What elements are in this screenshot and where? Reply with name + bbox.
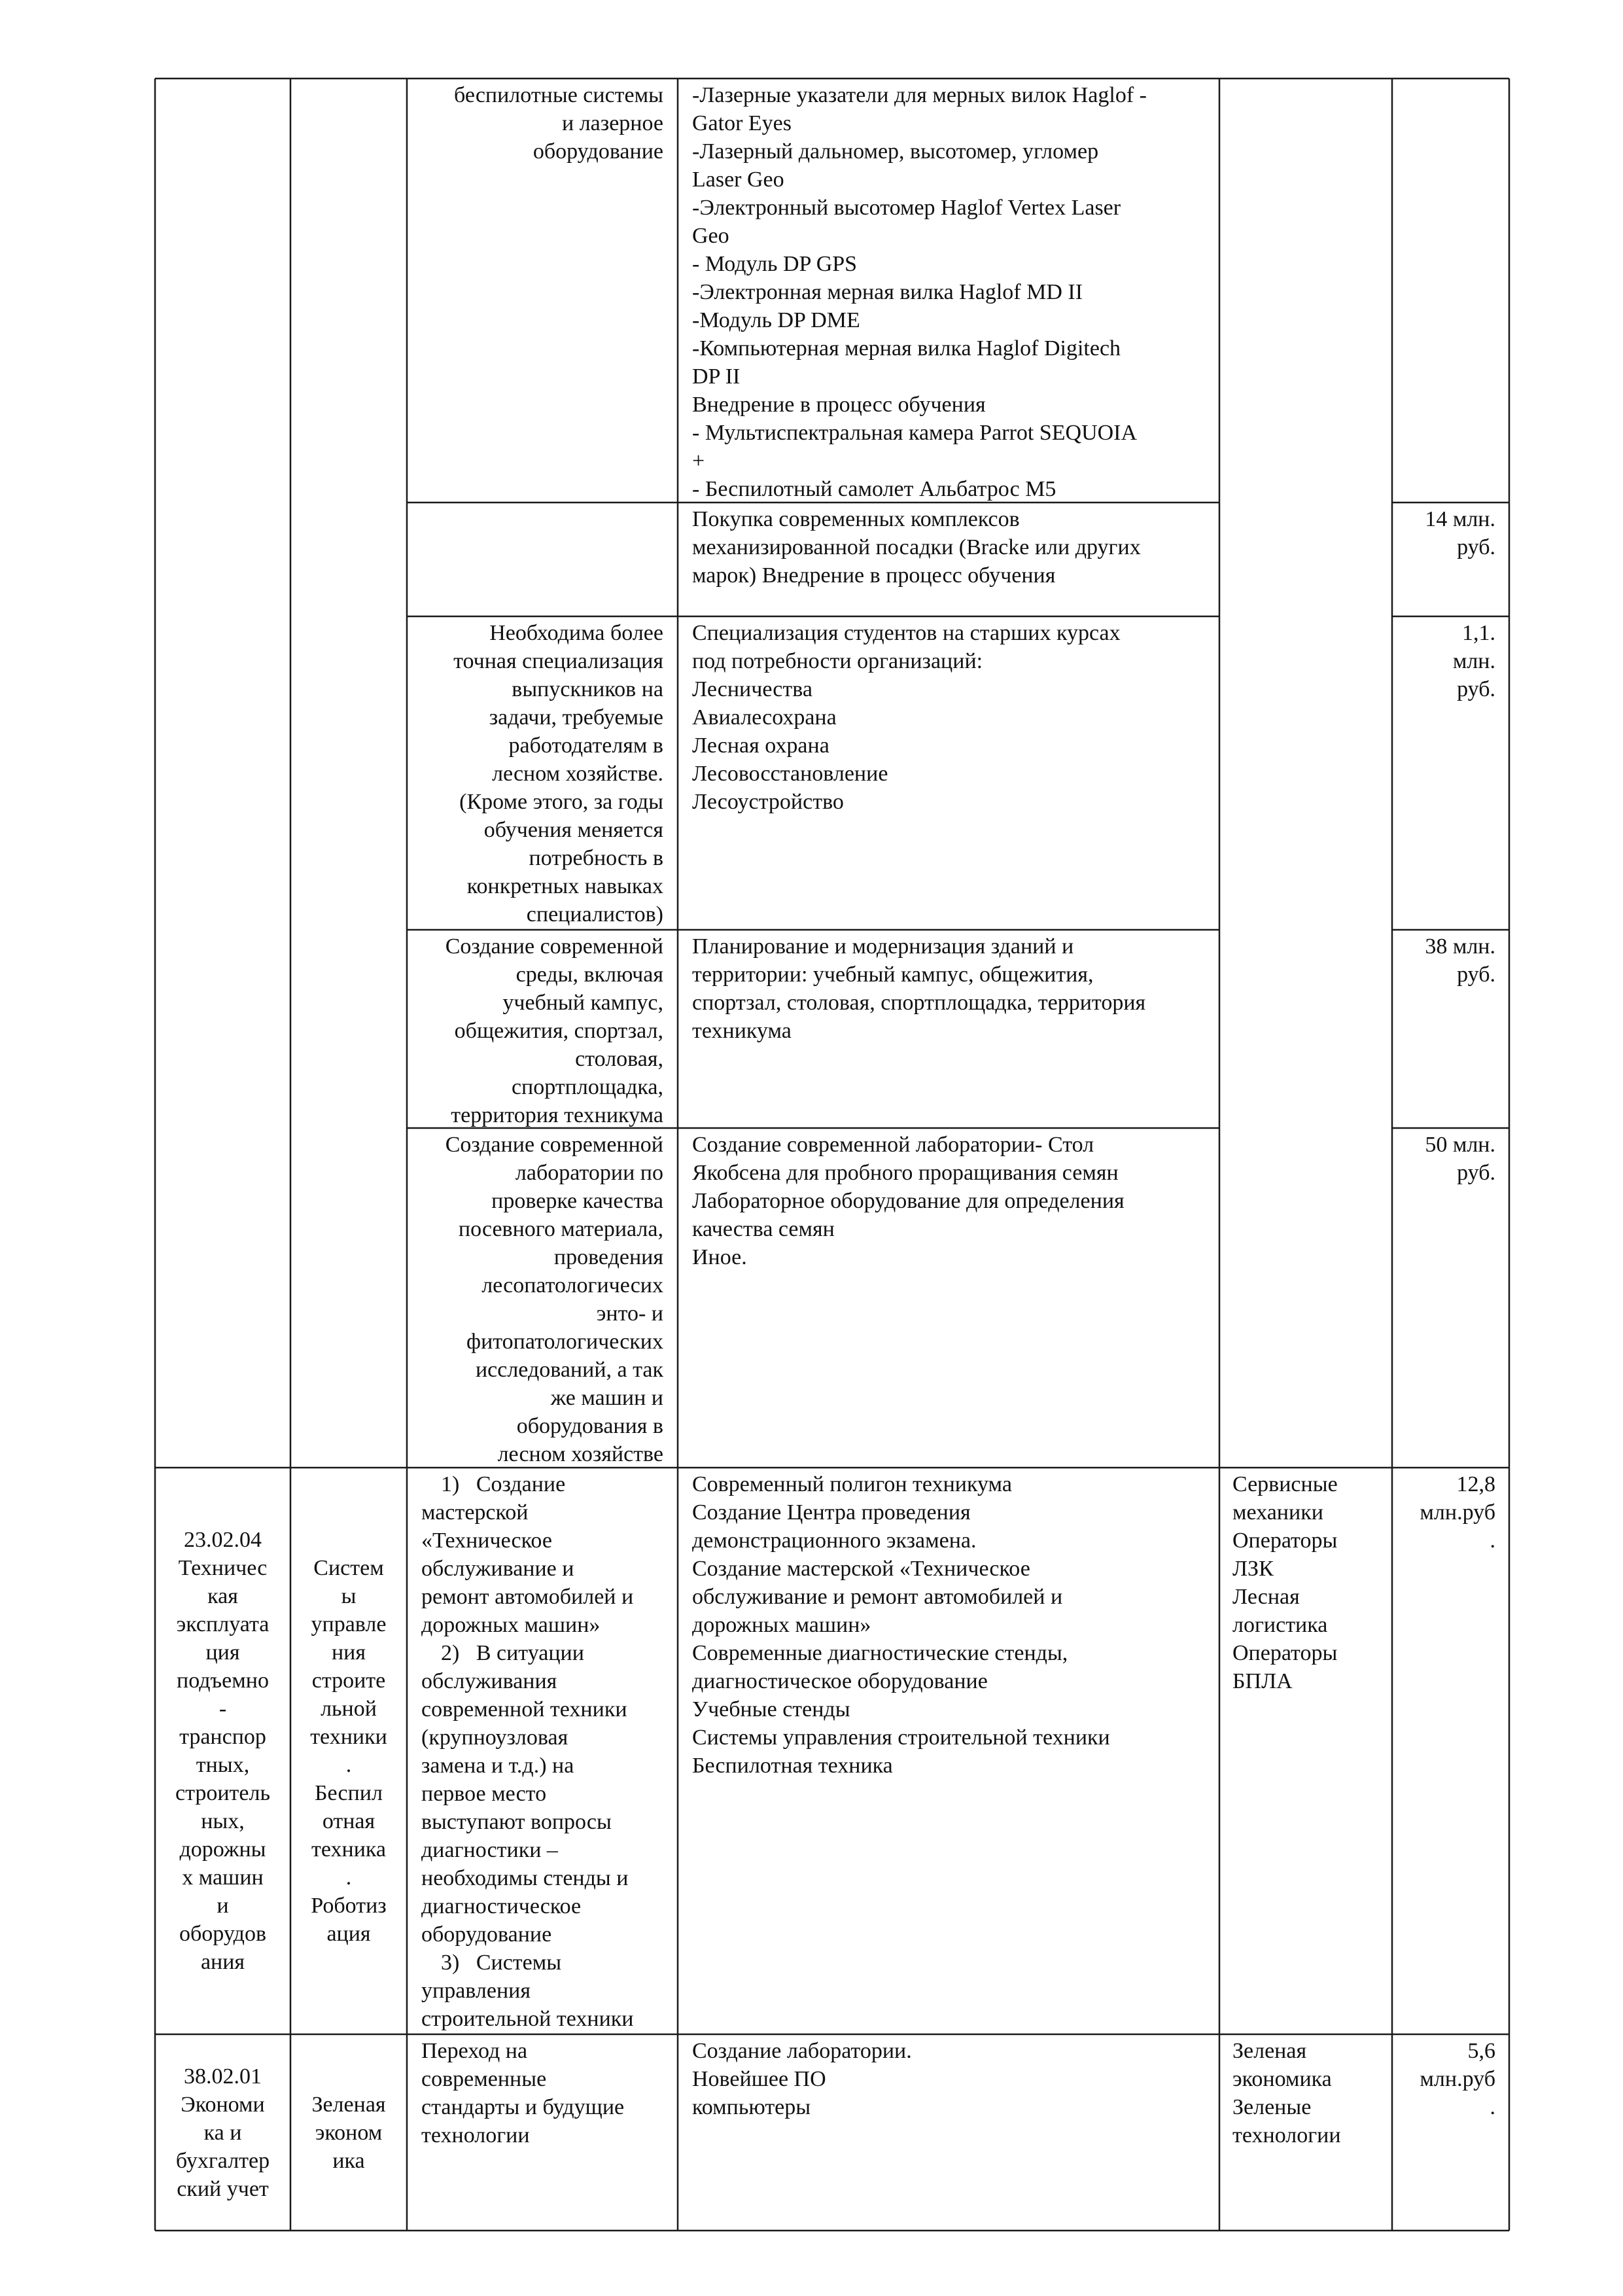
direction-line: управле bbox=[311, 1612, 387, 1636]
need-line: обслуживания bbox=[421, 1669, 557, 1693]
solution-line: Внедрение в процесс обучения bbox=[692, 393, 986, 417]
need-line: Создание современной bbox=[445, 934, 663, 959]
specialty-line: ания bbox=[200, 1950, 245, 1974]
solution-line: Geo bbox=[692, 224, 729, 248]
need-line: и лазерное bbox=[562, 111, 663, 135]
need-line: специалистов) bbox=[526, 902, 663, 927]
solution-line: -Модуль DP DME bbox=[692, 308, 860, 332]
specialty-line: транспор bbox=[179, 1725, 266, 1749]
cost-cell-planting bbox=[1395, 503, 1495, 616]
competency-line: Зеленые bbox=[1232, 2095, 1312, 2119]
need-line: (Кроме этого, за годы bbox=[459, 790, 663, 814]
need-line: проверке качества bbox=[491, 1189, 663, 1213]
need-line: выпускников на bbox=[512, 677, 663, 701]
solution-line: Современные диагностические стенды, bbox=[692, 1641, 1068, 1665]
cost-cell-specialization bbox=[1395, 616, 1495, 930]
cost-line: 14 млн. bbox=[1425, 507, 1495, 531]
solution-line: марок) Внедрение в процесс обучения bbox=[692, 563, 1056, 588]
solution-line: - Мультиспектральная камера Parrot SEQUOIA bbox=[692, 421, 1138, 445]
need-line: В ситуации bbox=[476, 1641, 584, 1665]
need-line: столовая, bbox=[575, 1047, 663, 1071]
solution-line: качества семян bbox=[692, 1217, 835, 1241]
need-line: необходимы стенды и bbox=[421, 1866, 629, 1890]
need-line: обслуживание и bbox=[421, 1557, 574, 1581]
specialty-line: дорожны bbox=[179, 1837, 266, 1862]
solution-line: Создание Центра проведения bbox=[692, 1500, 971, 1525]
competency-line: технологии bbox=[1232, 2123, 1341, 2147]
need-line: Переход на bbox=[421, 2039, 528, 2063]
solution-line: техникума bbox=[692, 1019, 792, 1043]
specialty-line: строитель bbox=[175, 1781, 270, 1805]
solution-line: Якобсена для пробного проращивания семян bbox=[692, 1161, 1119, 1185]
need-line: управления bbox=[421, 1979, 531, 2003]
need-item-3 bbox=[421, 1949, 676, 1977]
direction-line: эконом bbox=[315, 2120, 383, 2145]
direction-line: Зеленая bbox=[311, 2092, 386, 2117]
specialty-line: ных, bbox=[201, 1809, 245, 1833]
need-line: мастерской bbox=[421, 1500, 529, 1525]
need-line: выступают вопросы bbox=[421, 1810, 612, 1834]
solution-line: Gator Eyes bbox=[692, 111, 792, 135]
direction-line: ика bbox=[332, 2148, 365, 2173]
specialty-line: Экономи bbox=[181, 2092, 265, 2117]
specialty-cell-technical bbox=[156, 1469, 289, 2033]
solution-line: Лесная охрана bbox=[692, 733, 829, 758]
need-line: лесном хозяйстве bbox=[497, 1442, 663, 1466]
solution-line: Лесовосстановление bbox=[692, 762, 888, 786]
specialty-line: х машин bbox=[182, 1865, 264, 1890]
solution-line: обслуживание и ремонт автомобилей и bbox=[692, 1585, 1063, 1609]
cost-line: млн.руб bbox=[1420, 1500, 1495, 1525]
solution-line: Специализация студентов на старших курсах bbox=[692, 621, 1121, 645]
need-line: задачи, требуемые bbox=[489, 705, 663, 730]
solution-cell-drones bbox=[692, 79, 1215, 503]
cost-line: . bbox=[1490, 2095, 1495, 2119]
competency-line: Лесная bbox=[1232, 1585, 1300, 1609]
direction-line: . bbox=[345, 1753, 352, 1777]
need-line: Системы bbox=[476, 1951, 562, 1975]
competencies-cell-economics bbox=[1232, 2034, 1389, 2231]
need-item-2 bbox=[421, 1639, 676, 1667]
need-line: среды, включая bbox=[515, 963, 663, 987]
competency-line: механики bbox=[1232, 1500, 1323, 1525]
need-cell-economics bbox=[421, 2034, 676, 2231]
cost-line: 38 млн. bbox=[1425, 934, 1495, 959]
solution-line: Laser Geo bbox=[692, 168, 784, 192]
need-cell-drones bbox=[410, 79, 663, 497]
direction-line: ния bbox=[331, 1640, 366, 1665]
need-line: потребность в bbox=[529, 846, 663, 870]
solution-line: Планирование и модернизация зданий и bbox=[692, 934, 1074, 959]
competency-line: БПЛА bbox=[1232, 1669, 1293, 1693]
solution-line: Лабораторное оборудование для определения bbox=[692, 1189, 1125, 1213]
specialty-line: кая bbox=[207, 1584, 238, 1608]
direction-line: льной bbox=[321, 1697, 377, 1721]
specialty-line: эксплуата bbox=[176, 1612, 270, 1636]
specialty-line: оборудов bbox=[179, 1922, 267, 1946]
specialty-line: - bbox=[218, 1697, 227, 1721]
solution-line: DP II bbox=[692, 364, 741, 389]
need-line: первое место bbox=[421, 1782, 547, 1806]
solution-cell-environment bbox=[692, 930, 1215, 1128]
need-line: (крупноузловая bbox=[421, 1725, 568, 1750]
cost-line: 50 млн. bbox=[1425, 1133, 1495, 1157]
direction-line: техника bbox=[311, 1837, 386, 1862]
competencies-cell-technical bbox=[1232, 1468, 1389, 2034]
direction-cell-technical bbox=[292, 1469, 406, 2033]
solution-line: диагностическое оборудование bbox=[692, 1669, 988, 1693]
cost-line: руб. bbox=[1457, 677, 1495, 701]
solution-line: - Беспилотный самолет Альбатрос М5 bbox=[692, 477, 1056, 501]
specialty-line: и bbox=[217, 1894, 229, 1918]
need-line: Необходима более bbox=[489, 621, 663, 645]
specialty-line: Техничес bbox=[178, 1556, 268, 1580]
solution-line: территории: учебный кампус, общежития, bbox=[692, 963, 1094, 987]
solution-cell-specialization bbox=[692, 616, 1215, 930]
solution-line: Лесоустройство bbox=[692, 790, 844, 814]
cost-line: 1,1. bbox=[1462, 621, 1495, 645]
need-line: Создание bbox=[476, 1472, 566, 1496]
need-line: оборудование bbox=[421, 1922, 552, 1947]
direction-line: техники bbox=[310, 1725, 387, 1749]
cost-line: млн. bbox=[1452, 649, 1495, 673]
competency-line: ЛЗК bbox=[1232, 1557, 1274, 1581]
need-line: учебный кампус, bbox=[502, 991, 663, 1015]
need-line: же машин и bbox=[550, 1386, 663, 1410]
direction-line: Систем bbox=[313, 1556, 384, 1580]
need-line: лаборатории по bbox=[515, 1161, 663, 1185]
cost-line: 12,8 bbox=[1456, 1472, 1495, 1496]
need-line: обучения меняется bbox=[483, 818, 663, 842]
need-line: территория техникума bbox=[451, 1103, 663, 1127]
cost-cell-environment bbox=[1395, 930, 1495, 1128]
solution-line: -Электронная мерная вилка Haglof MD II bbox=[692, 280, 1083, 304]
need-item-number: 2) bbox=[441, 1641, 460, 1665]
need-line: посевного материала, bbox=[458, 1217, 663, 1241]
solution-line: -Электронный высотомер Haglof Vertex Laser bbox=[692, 196, 1121, 220]
solution-line: механизированной посадки (Bracke или других bbox=[692, 535, 1141, 559]
solution-line: + bbox=[692, 449, 705, 473]
need-item-number: 3) bbox=[441, 1951, 460, 1975]
need-line: стандарты и будущие bbox=[421, 2095, 625, 2119]
specialty-line: бухгалтер bbox=[175, 2148, 270, 2173]
need-cell-technical bbox=[421, 1468, 676, 2034]
need-line: работодателям в bbox=[508, 733, 663, 758]
need-cell-environment bbox=[410, 930, 663, 1128]
need-line: технологии bbox=[421, 2123, 530, 2147]
cost-line: . bbox=[1490, 1528, 1495, 1553]
need-line: точная специализация bbox=[453, 649, 663, 673]
need-line: современные bbox=[421, 2067, 547, 2091]
need-line: беспилотные системы bbox=[454, 83, 663, 107]
need-line: замена и т.д.) на bbox=[421, 1754, 574, 1778]
need-line: Создание современной bbox=[445, 1133, 663, 1157]
need-line: исследований, а так bbox=[475, 1358, 663, 1382]
solution-line: Авиалесохрана bbox=[692, 705, 837, 730]
solution-line: -Лазерные указатели для мерных вилок Haglof - bbox=[692, 83, 1147, 107]
cost-line: 5,6 bbox=[1467, 2039, 1495, 2063]
direction-line: отная bbox=[322, 1809, 375, 1833]
competency-line: экономика bbox=[1232, 2067, 1332, 2091]
direction-line: Роботиз bbox=[311, 1894, 387, 1918]
solution-line: Современный полигон техникума bbox=[692, 1472, 1012, 1496]
specialty-line: ция bbox=[205, 1640, 240, 1665]
competency-line: Сервисные bbox=[1232, 1472, 1338, 1496]
solution-line: - Модуль DP GPS bbox=[692, 252, 858, 276]
solution-line: Лесничества bbox=[692, 677, 812, 701]
need-line: ремонт автомобилей и bbox=[421, 1585, 634, 1609]
cost-line: руб. bbox=[1457, 963, 1495, 987]
solution-cell-technical bbox=[692, 1468, 1215, 2034]
specialty-line: тных, bbox=[196, 1753, 250, 1777]
cost-cell-economics bbox=[1395, 2034, 1495, 2231]
need-cell-specialization bbox=[410, 616, 663, 930]
competency-line: Операторы bbox=[1232, 1528, 1338, 1553]
cost-cell-laboratory bbox=[1395, 1128, 1495, 1468]
solution-line: Создание лаборатории. bbox=[692, 2039, 912, 2063]
solution-line: компьютеры bbox=[692, 2095, 811, 2119]
solution-line: дорожных машин» bbox=[692, 1613, 871, 1637]
need-line: диагностическое bbox=[421, 1894, 582, 1918]
solution-cell-economics bbox=[692, 2034, 1215, 2231]
specialty-line: 23.02.04 bbox=[184, 1528, 262, 1552]
solution-line: Учебные стенды bbox=[692, 1697, 850, 1722]
solution-line: Системы управления строительной техники bbox=[692, 1725, 1110, 1750]
need-item-1 bbox=[421, 1470, 676, 1498]
cost-line: руб. bbox=[1457, 1161, 1495, 1185]
need-line: диагностики – bbox=[421, 1838, 558, 1862]
specialty-line: 38.02.01 bbox=[184, 2064, 262, 2089]
cost-line: руб. bbox=[1457, 535, 1495, 559]
solution-line: -Компьютерная мерная вилка Haglof Digitech bbox=[692, 336, 1121, 361]
competency-line: Зеленая bbox=[1232, 2039, 1307, 2063]
direction-line: . bbox=[345, 1865, 352, 1890]
solution-line: Создание мастерской «Техническое bbox=[692, 1557, 1030, 1581]
solution-line: демонстрационного экзамена. bbox=[692, 1528, 977, 1553]
need-line: лесопатологичесих bbox=[481, 1273, 663, 1298]
specialty-line: ка и bbox=[203, 2120, 242, 2145]
direction-line: ация bbox=[326, 1922, 371, 1946]
need-line: общежития, спортзал, bbox=[454, 1019, 663, 1043]
need-line: проведения bbox=[553, 1245, 663, 1269]
specialty-line: подъемно bbox=[177, 1669, 269, 1693]
need-item-number: 1) bbox=[441, 1472, 460, 1496]
need-line: современной техники bbox=[421, 1697, 627, 1722]
solution-line: -Лазерный дальномер, высотомер, угломер bbox=[692, 139, 1099, 164]
direction-line: ы bbox=[341, 1584, 357, 1608]
solution-line: под потребности организаций: bbox=[692, 649, 983, 673]
competency-line: логистика bbox=[1232, 1613, 1328, 1637]
solution-line: Покупка современных комплексов bbox=[692, 507, 1020, 531]
direction-cell-economics bbox=[292, 2036, 406, 2229]
solution-cell-planting bbox=[692, 503, 1215, 616]
need-line: энто- и bbox=[596, 1301, 663, 1326]
need-cell-laboratory bbox=[410, 1128, 663, 1468]
need-line: строительной техники bbox=[421, 2007, 634, 2031]
need-line: оборудования в bbox=[516, 1414, 663, 1438]
direction-line: Беспил bbox=[315, 1781, 383, 1805]
solution-line: спортзал, столовая, спортплощадка, территория bbox=[692, 991, 1146, 1015]
solution-cell-laboratory bbox=[692, 1128, 1215, 1468]
need-line: спортплощадка, bbox=[511, 1075, 663, 1099]
solution-line: Иное. bbox=[692, 1245, 747, 1269]
need-line: фитопатологических bbox=[466, 1330, 663, 1354]
need-line: дорожных машин» bbox=[421, 1613, 601, 1637]
direction-line: строите bbox=[311, 1669, 386, 1693]
need-line: лесном хозяйстве. bbox=[492, 762, 663, 786]
cost-line: млн.руб bbox=[1420, 2067, 1495, 2091]
solution-line: Новейшее ПО bbox=[692, 2067, 826, 2091]
solution-line: Беспилотная техника bbox=[692, 1754, 893, 1778]
specialty-line: ский учет bbox=[177, 2176, 269, 2201]
need-line: «Техническое bbox=[421, 1528, 552, 1553]
need-line: оборудование bbox=[532, 139, 663, 164]
competency-line: Операторы bbox=[1232, 1641, 1338, 1665]
solution-line: Создание современной лаборатории- Стол bbox=[692, 1133, 1094, 1157]
need-line: конкретных навыках bbox=[466, 874, 663, 898]
cost-cell-technical bbox=[1395, 1468, 1495, 2034]
specialty-cell-economics bbox=[156, 2036, 289, 2229]
